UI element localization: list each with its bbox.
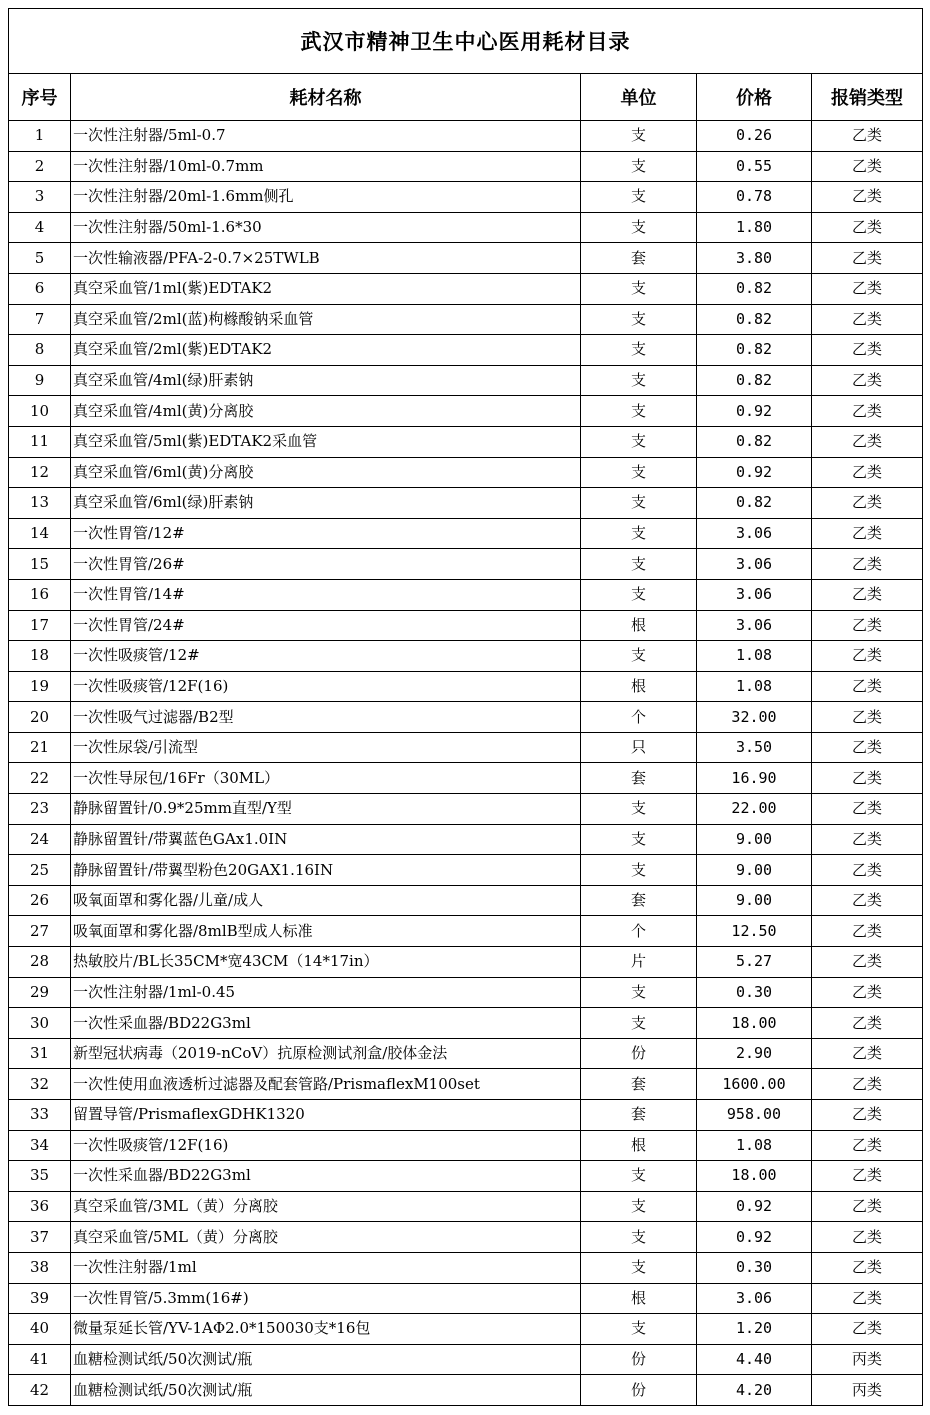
cell-unit: 支 (581, 457, 697, 488)
table-row (9, 457, 923, 488)
cell-name: 一次性吸痰管/12F(16) (71, 671, 581, 702)
cell-type: 乙类 (812, 243, 923, 274)
cell-price: 9.00 (697, 855, 812, 886)
cell-type: 乙类 (812, 1038, 923, 1069)
table-row (9, 824, 923, 855)
page-title: 武汉市精神卫生中心医用耗材目录 (9, 9, 923, 74)
cell-no: 13 (9, 488, 71, 519)
cell-price: 5.27 (697, 947, 812, 978)
cell-no: 42 (9, 1375, 71, 1406)
cell-unit: 套 (581, 1100, 697, 1131)
table-body (9, 121, 923, 1406)
cell-unit: 个 (581, 702, 697, 733)
cell-unit: 支 (581, 304, 697, 335)
cell-unit: 套 (581, 885, 697, 916)
table-row (9, 396, 923, 427)
cell-name: 真空采血管/2ml(蓝)枸橼酸钠采血管 (71, 304, 581, 335)
cell-unit: 只 (581, 732, 697, 763)
cell-unit: 套 (581, 1069, 697, 1100)
cell-name: 一次性胃管/5.3mm(16#) (71, 1283, 581, 1314)
cell-no: 41 (9, 1344, 71, 1375)
cell-name: 静脉留置针/带翼型粉色20GAX1.16IN (71, 855, 581, 886)
cell-unit: 片 (581, 947, 697, 978)
table-row (9, 488, 923, 519)
table-row (9, 855, 923, 886)
cell-price: 1.08 (697, 671, 812, 702)
cell-unit: 支 (581, 549, 697, 580)
cell-type: 乙类 (812, 916, 923, 947)
cell-type: 乙类 (812, 426, 923, 457)
table-row (9, 1161, 923, 1192)
cell-no: 20 (9, 702, 71, 733)
cell-price: 3.06 (697, 579, 812, 610)
cell-price: 1.80 (697, 212, 812, 243)
cell-name: 一次性尿袋/引流型 (71, 732, 581, 763)
cell-type: 乙类 (812, 365, 923, 396)
table-row (9, 335, 923, 366)
table-row (9, 304, 923, 335)
cell-type: 乙类 (812, 671, 923, 702)
cell-unit: 支 (581, 151, 697, 182)
cell-price: 0.78 (697, 182, 812, 213)
table-row (9, 671, 923, 702)
column-header-type: 报销类型 (812, 74, 923, 121)
table-row (9, 518, 923, 549)
cell-name: 吸氧面罩和雾化器/8mlB型成人标准 (71, 916, 581, 947)
cell-no: 28 (9, 947, 71, 978)
cell-type: 丙类 (812, 1344, 923, 1375)
cell-type: 乙类 (812, 212, 923, 243)
cell-no: 16 (9, 579, 71, 610)
table-row (9, 365, 923, 396)
cell-no: 32 (9, 1069, 71, 1100)
table-row (9, 212, 923, 243)
cell-no: 22 (9, 763, 71, 794)
cell-unit: 支 (581, 488, 697, 519)
cell-unit: 支 (581, 1314, 697, 1345)
cell-type: 乙类 (812, 824, 923, 855)
cell-price: 22.00 (697, 794, 812, 825)
cell-name: 一次性注射器/50ml-1.6*30 (71, 212, 581, 243)
cell-type: 乙类 (812, 579, 923, 610)
cell-price: 1.20 (697, 1314, 812, 1345)
cell-unit: 支 (581, 1222, 697, 1253)
cell-type: 乙类 (812, 885, 923, 916)
cell-type: 乙类 (812, 1314, 923, 1345)
table-row (9, 549, 923, 580)
cell-name: 真空采血管/4ml(绿)肝素钠 (71, 365, 581, 396)
table-row (9, 1038, 923, 1069)
cell-unit: 支 (581, 1008, 697, 1039)
cell-name: 一次性吸气过滤器/B2型 (71, 702, 581, 733)
cell-type: 丙类 (812, 1375, 923, 1406)
table-row (9, 641, 923, 672)
cell-price: 0.82 (697, 365, 812, 396)
cell-no: 1 (9, 121, 71, 152)
cell-no: 10 (9, 396, 71, 427)
table-row (9, 1130, 923, 1161)
cell-unit: 套 (581, 243, 697, 274)
cell-no: 3 (9, 182, 71, 213)
cell-type: 乙类 (812, 1100, 923, 1131)
cell-no: 5 (9, 243, 71, 274)
cell-type: 乙类 (812, 396, 923, 427)
cell-name: 一次性使用血液透析过滤器及配套管路/PrismaflexM100set (71, 1069, 581, 1100)
cell-price: 0.26 (697, 121, 812, 152)
cell-type: 乙类 (812, 763, 923, 794)
cell-type: 乙类 (812, 457, 923, 488)
cell-name: 一次性胃管/26# (71, 549, 581, 580)
cell-no: 38 (9, 1252, 71, 1283)
cell-price: 1600.00 (697, 1069, 812, 1100)
cell-unit: 套 (581, 763, 697, 794)
cell-type: 乙类 (812, 488, 923, 519)
cell-name: 真空采血管/6ml(黄)分离胶 (71, 457, 581, 488)
cell-no: 35 (9, 1161, 71, 1192)
cell-no: 37 (9, 1222, 71, 1253)
cell-no: 7 (9, 304, 71, 335)
cell-price: 4.40 (697, 1344, 812, 1375)
cell-price: 12.50 (697, 916, 812, 947)
cell-price: 0.92 (697, 457, 812, 488)
table-row (9, 273, 923, 304)
cell-price: 3.06 (697, 1283, 812, 1314)
cell-unit: 支 (581, 579, 697, 610)
cell-type: 乙类 (812, 121, 923, 152)
table-row (9, 1314, 923, 1345)
cell-price: 16.90 (697, 763, 812, 794)
cell-unit: 支 (581, 273, 697, 304)
cell-no: 27 (9, 916, 71, 947)
cell-name: 一次性吸痰管/12# (71, 641, 581, 672)
cell-price: 0.92 (697, 1222, 812, 1253)
cell-no: 24 (9, 824, 71, 855)
table-row (9, 1222, 923, 1253)
table-row (9, 977, 923, 1008)
cell-unit: 支 (581, 855, 697, 886)
cell-price: 18.00 (697, 1008, 812, 1039)
cell-type: 乙类 (812, 518, 923, 549)
cell-unit: 根 (581, 1283, 697, 1314)
cell-type: 乙类 (812, 732, 923, 763)
cell-type: 乙类 (812, 1191, 923, 1222)
cell-unit: 支 (581, 1252, 697, 1283)
cell-price: 1.08 (697, 641, 812, 672)
cell-price: 0.92 (697, 1191, 812, 1222)
cell-type: 乙类 (812, 947, 923, 978)
cell-price: 3.06 (697, 518, 812, 549)
cell-unit: 支 (581, 396, 697, 427)
cell-name: 吸氧面罩和雾化器/儿童/成人 (71, 885, 581, 916)
cell-no: 18 (9, 641, 71, 672)
cell-name: 一次性导尿包/16Fr（30ML） (71, 763, 581, 794)
table-row (9, 1283, 923, 1314)
cell-name: 一次性采血器/BD22G3ml (71, 1161, 581, 1192)
cell-no: 15 (9, 549, 71, 580)
cell-name: 血糖检测试纸/50次测试/瓶 (71, 1375, 581, 1406)
cell-price: 0.82 (697, 488, 812, 519)
cell-type: 乙类 (812, 1222, 923, 1253)
cell-type: 乙类 (812, 855, 923, 886)
cell-unit: 支 (581, 794, 697, 825)
cell-no: 31 (9, 1038, 71, 1069)
table-row (9, 151, 923, 182)
cell-no: 26 (9, 885, 71, 916)
cell-name: 一次性胃管/24# (71, 610, 581, 641)
table-header-row (9, 74, 923, 121)
cell-type: 乙类 (812, 182, 923, 213)
table-row (9, 1375, 923, 1406)
cell-price: 9.00 (697, 824, 812, 855)
table-row (9, 916, 923, 947)
cell-name: 真空采血管/5ml(紫)EDTAK2采血管 (71, 426, 581, 457)
cell-type: 乙类 (812, 1069, 923, 1100)
cell-price: 0.82 (697, 426, 812, 457)
cell-unit: 份 (581, 1038, 697, 1069)
cell-unit: 份 (581, 1375, 697, 1406)
cell-price: 0.82 (697, 273, 812, 304)
table-row (9, 1344, 923, 1375)
cell-name: 一次性注射器/20ml-1.6mm侧孔 (71, 182, 581, 213)
cell-name: 微量泵延长管/YV-1AΦ2.0*150030支*16包 (71, 1314, 581, 1345)
cell-unit: 支 (581, 641, 697, 672)
cell-type: 乙类 (812, 304, 923, 335)
cell-no: 2 (9, 151, 71, 182)
cell-type: 乙类 (812, 610, 923, 641)
cell-unit: 支 (581, 182, 697, 213)
cell-type: 乙类 (812, 273, 923, 304)
cell-price: 3.06 (697, 610, 812, 641)
cell-price: 0.82 (697, 304, 812, 335)
cell-type: 乙类 (812, 641, 923, 672)
cell-no: 36 (9, 1191, 71, 1222)
column-header-unit: 单位 (581, 74, 697, 121)
cell-name: 静脉留置针/带翼蓝色GAx1.0IN (71, 824, 581, 855)
cell-unit: 支 (581, 518, 697, 549)
cell-name: 一次性吸痰管/12F(16) (71, 1130, 581, 1161)
cell-no: 21 (9, 732, 71, 763)
cell-unit: 支 (581, 335, 697, 366)
cell-type: 乙类 (812, 1130, 923, 1161)
cell-name: 一次性胃管/14# (71, 579, 581, 610)
table-row (9, 426, 923, 457)
cell-type: 乙类 (812, 794, 923, 825)
table-row (9, 1191, 923, 1222)
cell-no: 39 (9, 1283, 71, 1314)
cell-price: 3.06 (697, 549, 812, 580)
table-row (9, 732, 923, 763)
cell-price: 4.20 (697, 1375, 812, 1406)
table-row (9, 1252, 923, 1283)
cell-type: 乙类 (812, 1252, 923, 1283)
table-row (9, 947, 923, 978)
table-row (9, 702, 923, 733)
cell-price: 18.00 (697, 1161, 812, 1192)
cell-price: 0.30 (697, 1252, 812, 1283)
cell-no: 25 (9, 855, 71, 886)
table-row (9, 243, 923, 274)
table-row (9, 794, 923, 825)
cell-unit: 支 (581, 426, 697, 457)
cell-unit: 个 (581, 916, 697, 947)
catalog-table (8, 8, 923, 1406)
cell-unit: 支 (581, 121, 697, 152)
table-row (9, 1008, 923, 1039)
cell-unit: 支 (581, 1191, 697, 1222)
cell-no: 33 (9, 1100, 71, 1131)
cell-unit: 根 (581, 671, 697, 702)
cell-no: 9 (9, 365, 71, 396)
cell-no: 29 (9, 977, 71, 1008)
column-header-no: 序号 (9, 74, 71, 121)
cell-no: 12 (9, 457, 71, 488)
catalog-sheet (8, 8, 922, 1406)
cell-name: 真空采血管/6ml(绿)肝素钠 (71, 488, 581, 519)
cell-price: 3.50 (697, 732, 812, 763)
table-row (9, 885, 923, 916)
cell-type: 乙类 (812, 151, 923, 182)
cell-type: 乙类 (812, 977, 923, 1008)
table-row (9, 121, 923, 152)
cell-price: 3.80 (697, 243, 812, 274)
cell-price: 9.00 (697, 885, 812, 916)
cell-no: 11 (9, 426, 71, 457)
cell-no: 6 (9, 273, 71, 304)
cell-name: 一次性注射器/1ml-0.45 (71, 977, 581, 1008)
cell-name: 血糖检测试纸/50次测试/瓶 (71, 1344, 581, 1375)
cell-type: 乙类 (812, 335, 923, 366)
cell-price: 0.30 (697, 977, 812, 1008)
cell-name: 真空采血管/3ML（黄）分离胶 (71, 1191, 581, 1222)
cell-no: 34 (9, 1130, 71, 1161)
cell-unit: 支 (581, 824, 697, 855)
cell-price: 32.00 (697, 702, 812, 733)
cell-price: 0.92 (697, 396, 812, 427)
cell-name: 静脉留置针/0.9*25mm直型/Y型 (71, 794, 581, 825)
cell-unit: 支 (581, 365, 697, 396)
cell-name: 新型冠状病毒（2019-nCoV）抗原检测试剂盒/胶体金法 (71, 1038, 581, 1069)
cell-type: 乙类 (812, 549, 923, 580)
cell-name: 一次性注射器/10ml-0.7mm (71, 151, 581, 182)
cell-price: 958.00 (697, 1100, 812, 1131)
column-header-name: 耗材名称 (71, 74, 581, 121)
cell-type: 乙类 (812, 1008, 923, 1039)
cell-name: 留置导管/PrismaflexGDHK1320 (71, 1100, 581, 1131)
table-row (9, 1069, 923, 1100)
cell-name: 真空采血管/4ml(黄)分离胶 (71, 396, 581, 427)
cell-no: 8 (9, 335, 71, 366)
cell-unit: 根 (581, 610, 697, 641)
cell-price: 0.82 (697, 335, 812, 366)
cell-unit: 根 (581, 1130, 697, 1161)
cell-name: 一次性输液器/PFA-2-0.7×25TWLB (71, 243, 581, 274)
table-row (9, 182, 923, 213)
cell-name: 真空采血管/1ml(紫)EDTAK2 (71, 273, 581, 304)
cell-no: 30 (9, 1008, 71, 1039)
cell-no: 17 (9, 610, 71, 641)
cell-name: 真空采血管/5ML（黄）分离胶 (71, 1222, 581, 1253)
cell-type: 乙类 (812, 702, 923, 733)
cell-name: 热敏胶片/BL长35CM*宽43CM（14*17in） (71, 947, 581, 978)
cell-no: 23 (9, 794, 71, 825)
column-header-price: 价格 (697, 74, 812, 121)
table-row (9, 763, 923, 794)
table-row (9, 1100, 923, 1131)
cell-unit: 支 (581, 212, 697, 243)
cell-price: 2.90 (697, 1038, 812, 1069)
cell-no: 14 (9, 518, 71, 549)
cell-name: 一次性注射器/5ml-0.7 (71, 121, 581, 152)
cell-no: 4 (9, 212, 71, 243)
cell-price: 1.08 (697, 1130, 812, 1161)
cell-name: 真空采血管/2ml(紫)EDTAK2 (71, 335, 581, 366)
cell-unit: 支 (581, 1161, 697, 1192)
cell-type: 乙类 (812, 1283, 923, 1314)
table-row (9, 610, 923, 641)
cell-no: 40 (9, 1314, 71, 1345)
cell-unit: 份 (581, 1344, 697, 1375)
table-row (9, 579, 923, 610)
cell-unit: 支 (581, 977, 697, 1008)
cell-name: 一次性采血器/BD22G3ml (71, 1008, 581, 1039)
cell-no: 19 (9, 671, 71, 702)
cell-name: 一次性注射器/1ml (71, 1252, 581, 1283)
cell-name: 一次性胃管/12# (71, 518, 581, 549)
cell-type: 乙类 (812, 1161, 923, 1192)
cell-price: 0.55 (697, 151, 812, 182)
